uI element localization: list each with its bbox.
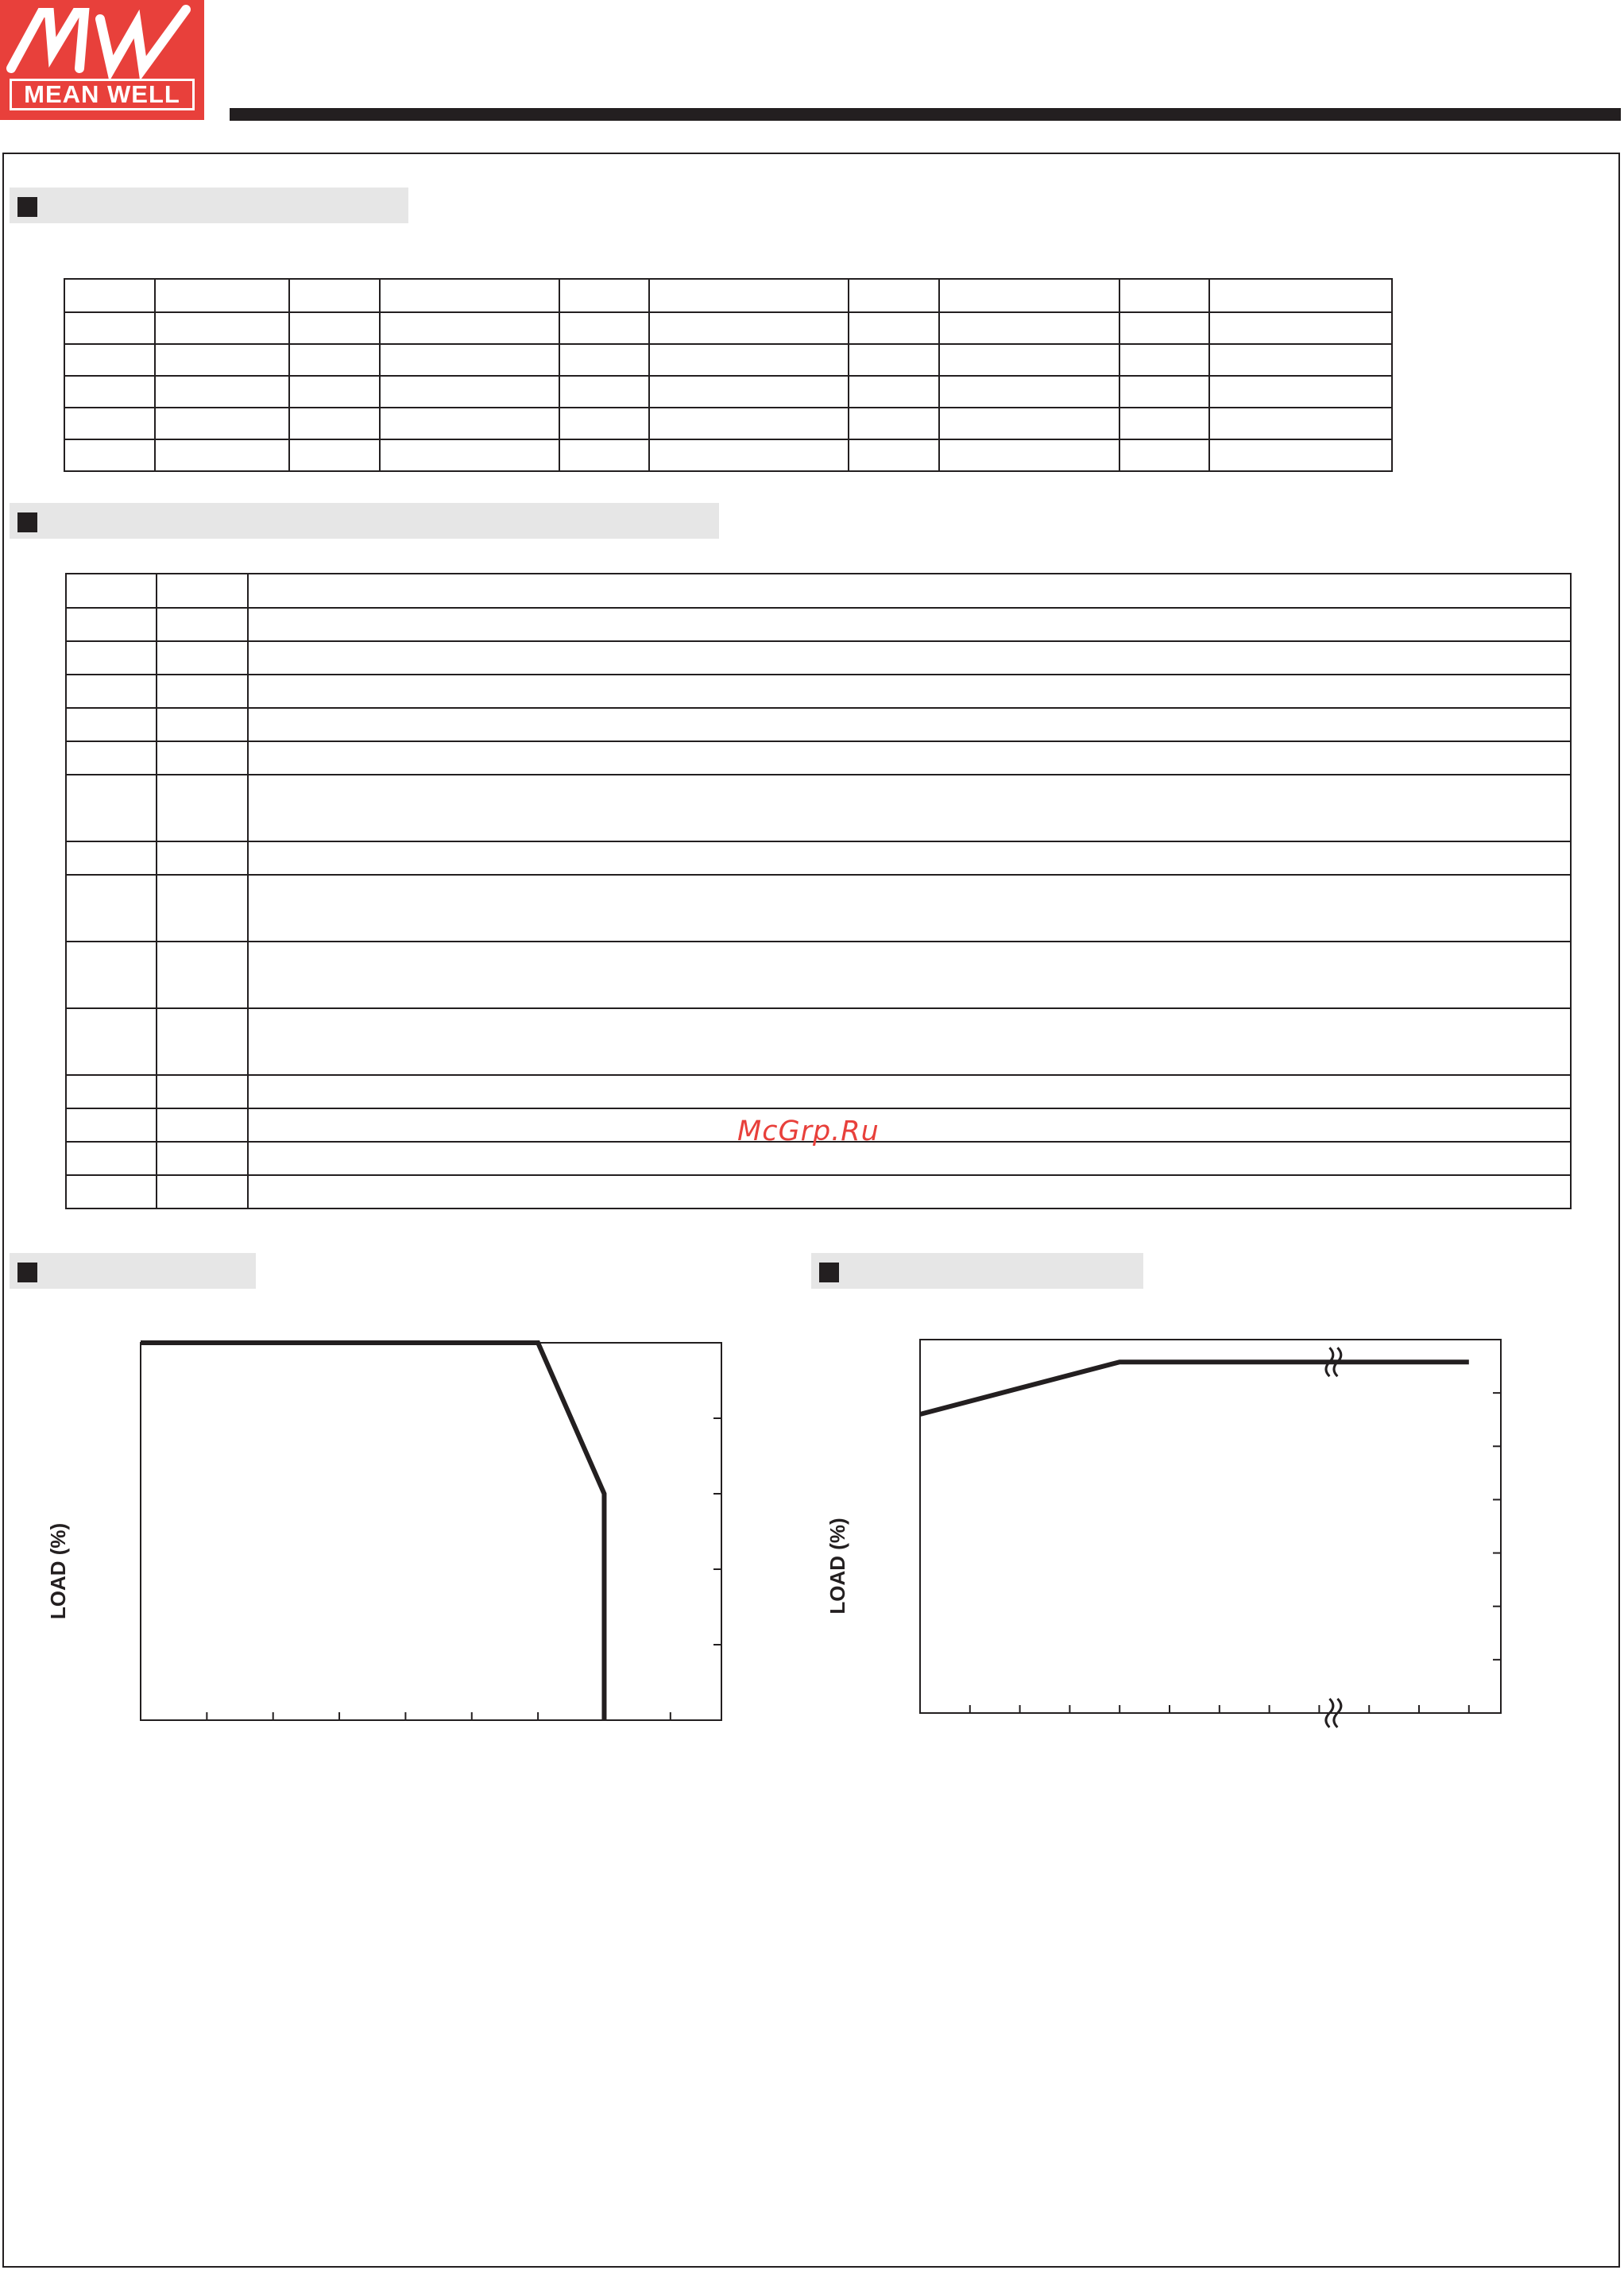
section-bullet-icon [819, 1263, 839, 1282]
table-cell [1119, 279, 1209, 312]
table-cell [849, 344, 939, 376]
table-row [66, 608, 1571, 641]
table-cell [559, 312, 649, 344]
table-cell [66, 641, 157, 675]
table-cell [155, 408, 289, 439]
table-cell [157, 708, 248, 741]
table-cell [157, 942, 248, 1008]
table-cell [157, 608, 248, 641]
table-row [66, 841, 1571, 875]
table-row [66, 641, 1571, 675]
table-cell [849, 279, 939, 312]
table-cell [248, 841, 1571, 875]
table-row [64, 279, 1392, 312]
table-cell [380, 312, 560, 344]
table-cell [559, 279, 649, 312]
table-cell [289, 376, 380, 408]
table-cell [157, 1142, 248, 1175]
table-cell [64, 312, 155, 344]
table-row [66, 1175, 1571, 1208]
table-cell [157, 1175, 248, 1208]
table-cell [155, 312, 289, 344]
table-row [66, 1008, 1571, 1075]
section-header-2 [10, 503, 719, 539]
table-cell [939, 376, 1120, 408]
table-cell [248, 708, 1571, 741]
table-cell [66, 1108, 157, 1142]
section-bullet-icon [17, 197, 37, 217]
table-cell [939, 312, 1120, 344]
table-cell [380, 344, 560, 376]
table-cell [1209, 312, 1392, 344]
table-cell [248, 1142, 1571, 1175]
table-cell [66, 608, 157, 641]
table-row [66, 1075, 1571, 1108]
plot-frame [920, 1340, 1501, 1713]
function-description-table [65, 573, 1572, 1209]
table-cell [155, 279, 289, 312]
series-line [141, 1343, 604, 1720]
table-cell [64, 344, 155, 376]
table-cell [559, 376, 649, 408]
table-cell [66, 741, 157, 775]
header-rule [230, 108, 1621, 121]
table-cell [559, 344, 649, 376]
table-cell [649, 344, 849, 376]
y-axis-label: LOAD (%) [46, 1522, 70, 1620]
table-cell [66, 574, 157, 608]
table-cell [157, 1108, 248, 1142]
table-cell [66, 942, 157, 1008]
table-cell [649, 279, 849, 312]
table-cell [157, 875, 248, 942]
table-cell [157, 641, 248, 675]
table-cell [289, 344, 380, 376]
table-cell [66, 841, 157, 875]
table-row [64, 408, 1392, 439]
table-cell [248, 1008, 1571, 1075]
table-cell [849, 376, 939, 408]
series-line [920, 1362, 1469, 1414]
table-cell [1119, 312, 1209, 344]
table-row [64, 439, 1392, 471]
watermark: McGrp.Ru [737, 1116, 880, 1147]
table-cell [289, 408, 380, 439]
section-header-3 [10, 1253, 256, 1289]
plot-frame [141, 1343, 721, 1720]
table-cell [380, 408, 560, 439]
y-axis-label: LOAD (%) [826, 1518, 849, 1615]
section-bullet-icon [17, 1263, 37, 1282]
table-cell [248, 875, 1571, 942]
section-header-4 [811, 1253, 1143, 1289]
table-row [64, 312, 1392, 344]
table-cell [64, 439, 155, 471]
table-cell [939, 279, 1120, 312]
table-cell [155, 376, 289, 408]
table-row [66, 708, 1571, 741]
table-cell [380, 439, 560, 471]
table-cell [157, 841, 248, 875]
table-cell [66, 1075, 157, 1108]
table-cell [380, 376, 560, 408]
table-cell [64, 408, 155, 439]
table-cell [289, 312, 380, 344]
table-row [66, 741, 1571, 775]
table-row [64, 376, 1392, 408]
output-load-chart [826, 1335, 1511, 1728]
table-row [66, 942, 1571, 1008]
table-cell [289, 439, 380, 471]
table-cell [157, 741, 248, 775]
table-cell [248, 675, 1571, 708]
table-cell [66, 1008, 157, 1075]
table-row [66, 875, 1571, 942]
table-cell [649, 439, 849, 471]
table-cell [939, 408, 1120, 439]
table-cell [649, 312, 849, 344]
table-cell [939, 439, 1120, 471]
table-cell [849, 312, 939, 344]
table-cell [66, 875, 157, 942]
table-cell [64, 279, 155, 312]
table-cell [1209, 279, 1392, 312]
table-cell [1119, 344, 1209, 376]
table-cell [66, 1175, 157, 1208]
table-cell [248, 1175, 1571, 1208]
table-cell [1209, 408, 1392, 439]
table-row [66, 775, 1571, 841]
table-cell [849, 408, 939, 439]
table-cell [64, 376, 155, 408]
table-cell [649, 408, 849, 439]
table-cell [559, 439, 649, 471]
table-cell [157, 1008, 248, 1075]
table-cell [248, 942, 1571, 1008]
table-cell [1209, 439, 1392, 471]
table-cell [248, 1108, 1571, 1142]
table-cell [1119, 408, 1209, 439]
table-cell [248, 1075, 1571, 1108]
table-cell [157, 675, 248, 708]
table-row [66, 574, 1571, 608]
table-cell [559, 408, 649, 439]
table-row [66, 675, 1571, 708]
mw-logo-mark-icon [0, 0, 204, 79]
table-cell [155, 439, 289, 471]
table-cell [1119, 376, 1209, 408]
table-cell [66, 1142, 157, 1175]
logo-wordmark: MEAN WELL [10, 79, 195, 110]
table-cell [66, 775, 157, 841]
table-cell [248, 641, 1571, 675]
table-cell [649, 376, 849, 408]
pin-assignment-table [64, 278, 1393, 472]
table-cell [1209, 344, 1392, 376]
section-bullet-icon [17, 512, 37, 532]
section-header-1 [10, 188, 408, 223]
table-cell [380, 279, 560, 312]
table-cell [157, 775, 248, 841]
table-cell [248, 608, 1571, 641]
table-cell [248, 741, 1571, 775]
table-cell [939, 344, 1120, 376]
mean-well-logo [0, 0, 204, 120]
table-cell [248, 775, 1571, 841]
table-cell [155, 344, 289, 376]
table-cell [66, 708, 157, 741]
table-cell [1119, 439, 1209, 471]
table-cell [157, 574, 248, 608]
table-cell [849, 439, 939, 471]
table-cell [248, 574, 1571, 608]
table-cell [1209, 376, 1392, 408]
derating-curve-chart [32, 1343, 731, 1732]
table-cell [289, 279, 380, 312]
table-cell [157, 1075, 248, 1108]
table-cell [66, 675, 157, 708]
table-row [64, 344, 1392, 376]
